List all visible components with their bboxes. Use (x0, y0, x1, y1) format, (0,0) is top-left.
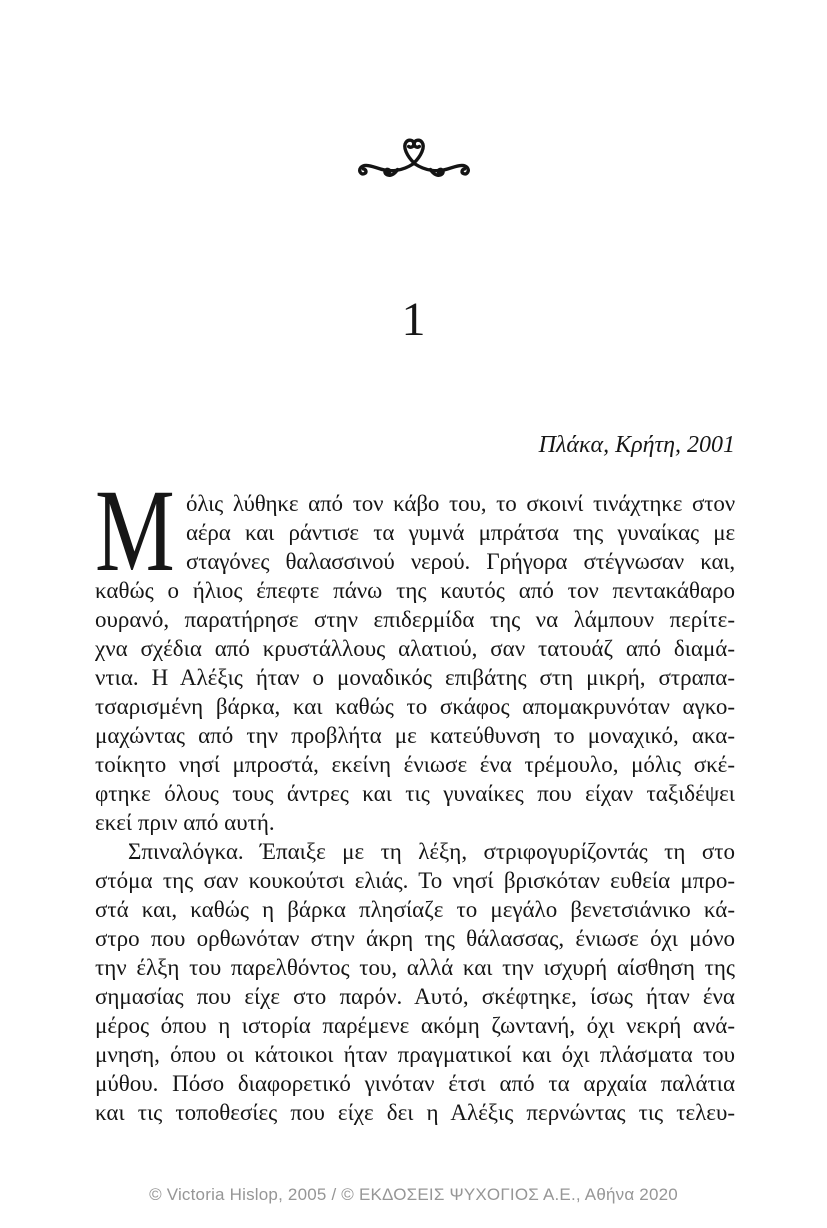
text-line: αέρα και ράντισε τα γυμνά μπράτσα της γυναίκας με (186, 520, 735, 545)
text-line: τσαρισμένη βάρκα, και καθώς το σκάφος απομακρυνόταν αγκο- (95, 694, 735, 719)
dateline: Πλάκα, Κρήτη, 2001 (538, 432, 735, 458)
body-text (95, 465, 735, 1127)
text-line: τοίκητο νησί μπροστά, εκείνη ένιωσε ένα τρέμουλο, μόλις σκέ- (95, 752, 735, 777)
text-line: στόμα της σαν κουκούτσι ελιάς. Το νησί βρισκόταν ευθεία μπρο- (95, 868, 735, 893)
text-line: και τις τοποθεσίες που είχε δει η Αλέξις περνώντας τις τελευ- (95, 1100, 735, 1125)
text-line: μύθου. Πόσο διαφορετικό γινόταν έτσι από τα αρχαία παλάτια (95, 1071, 735, 1096)
drop-cap: Μ (95, 465, 175, 596)
text-line: μαχώντας από την προβλήτα με κατεύθυνση το μοναχικό, ακα- (95, 723, 735, 748)
text-line: φτηκε όλους τους άντρες και τις γυναίκες που είχαν ταξιδέψει (95, 781, 735, 806)
text-line: στρο που ορθωνόταν στην άκρη της θάλασσας, ένιωσε όχι μόνο (95, 926, 735, 951)
text-line: χνα σχέδια από κρυστάλλους αλατιού, σαν τατουάζ από διαμά- (95, 636, 735, 661)
ornament-flourish-icon (352, 135, 476, 183)
text-line: Σπιναλόγκα. Έπαιξε με τη λέξη, στριφογυρίζοντάς τη στο (128, 839, 735, 864)
text-line: στά και, καθώς η βάρκα πλησίαζε το μεγάλο βενετσιάνικο κά- (95, 897, 735, 922)
paragraph-1 (95, 465, 735, 837)
text-line: μνηση, όπου οι κάτοικοι ήταν πραγματικοί και όχι πλάσματα του (95, 1042, 735, 1067)
text-line: ουρανό, παρατήρησε στην επιδερμίδα της να λάμπουν περίτε- (95, 607, 735, 632)
text-line: καθώς ο ήλιος έπεφτε πάνω της καυτός από τον πεντακάθαρο (95, 578, 735, 603)
chapter-number: 1 (401, 293, 426, 346)
text-line: σταγόνες θαλασσινού νερού. Γρήγορα στέγνωσαν και, (186, 549, 735, 574)
text-line: ντια. Η Αλέξις ήταν ο μοναδικός επιβάτης στη μικρή, στραπα- (95, 665, 735, 690)
text-line: σημασίας που είχε στο παρόν. Αυτό, σκέφτηκε, ίσως ήταν ένα (95, 984, 735, 1009)
text-line: όλις λύθηκε από τον κάβο του, το σκοινί τινάχτηκε στον (186, 491, 735, 516)
text-line: εκεί πριν από αυτή. (95, 810, 275, 835)
text-line: μέρος όπου η ιστορία παρέμενε ακόμη ζωντανή, όχι νεκρή ανά- (95, 1013, 735, 1038)
copyright-footer: © Victoria Hislop, 2005 / © ΕΚΔΟΣΕΙΣ ΨΥΧΟΓΙΟΣ Α.Ε., Αθήνα 2020 (149, 1185, 678, 1204)
paragraph-2 (95, 837, 735, 1127)
text-line: την έλξη του παρελθόντος του, αλλά και την ισχυρή αίσθηση της (95, 955, 735, 980)
